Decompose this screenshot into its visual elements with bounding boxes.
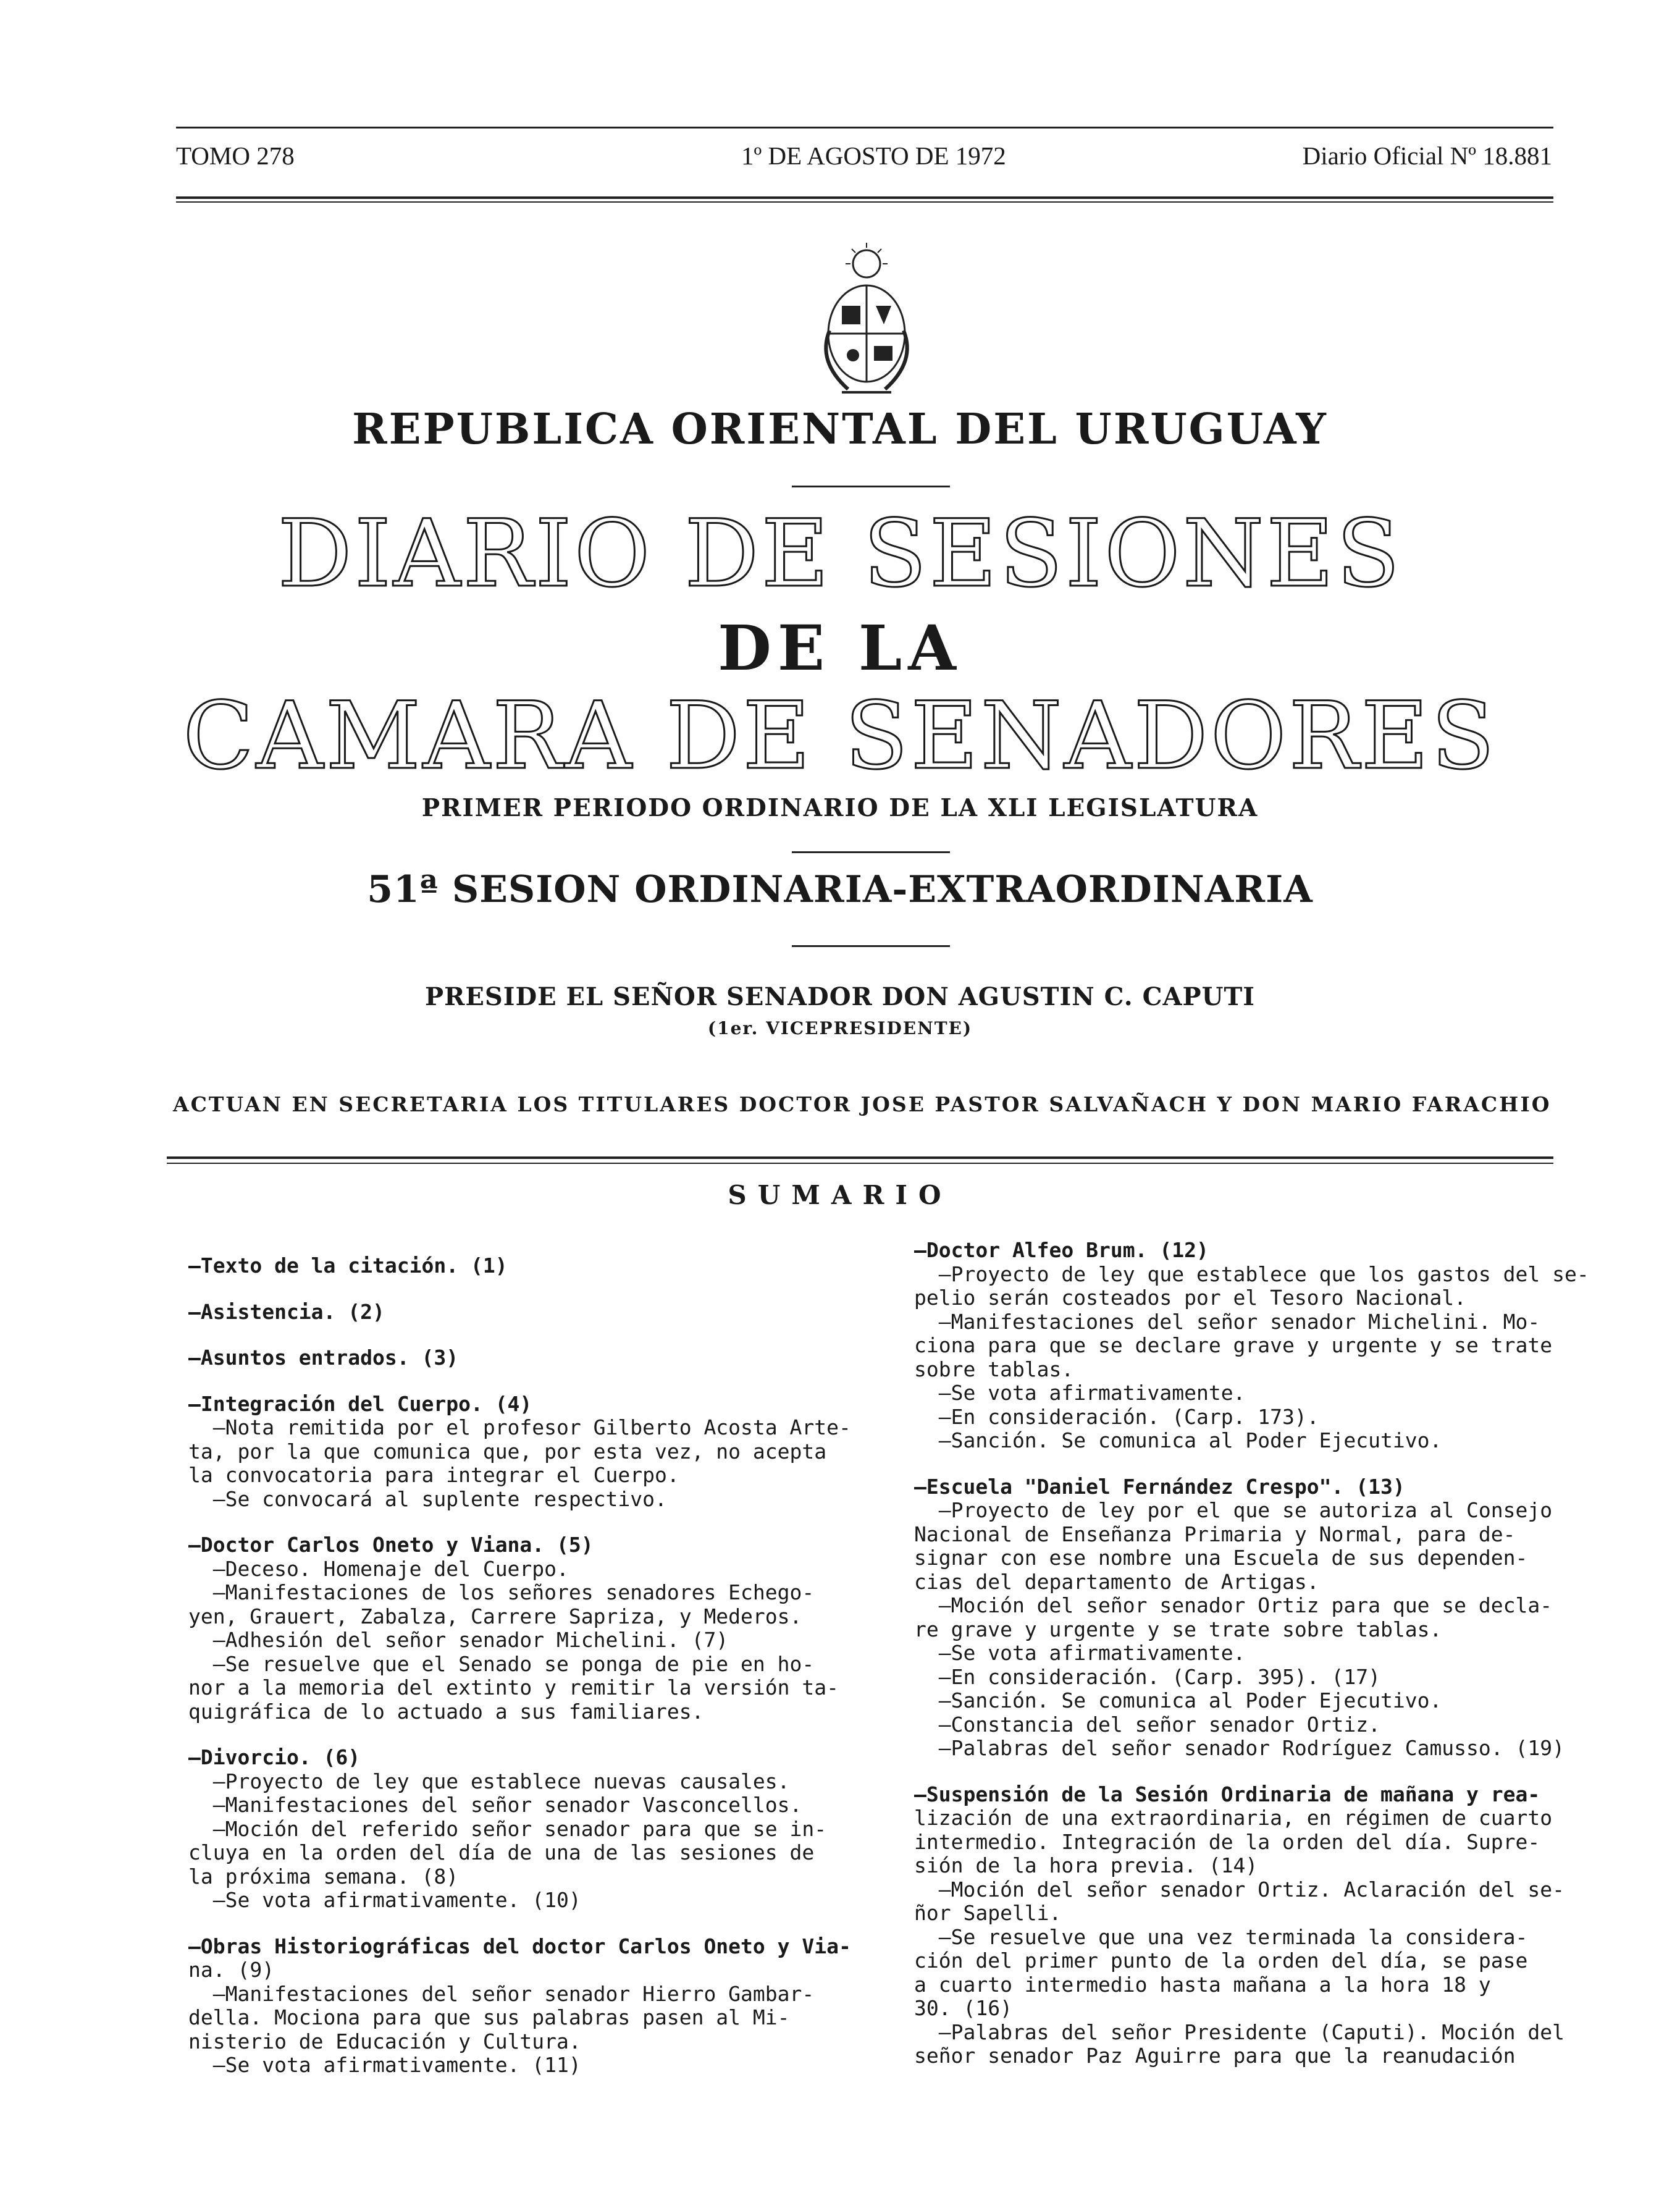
sumario-entry-line: —Se vota afirmativamente. (11) bbox=[188, 2053, 581, 2077]
sumario-entry-line: ción del primer punto de la orden del día, se pase bbox=[914, 1948, 1528, 1973]
sumario-entry-line: —Manifestaciones de los señores senadores Echego- bbox=[188, 1580, 815, 1604]
sumario-entry-line: 30. (16) bbox=[914, 1996, 1012, 2020]
sumario-entry-line: —Sanción. Se comunica al Poder Ejecutivo. bbox=[914, 1688, 1442, 1712]
top-rule bbox=[176, 127, 1553, 128]
coat-of-arms-icon bbox=[805, 238, 928, 398]
sumario-entry-line: lización de una extraordinaria, en régimen de cuarto bbox=[914, 1806, 1553, 1830]
sumario-entry-line: —Manifestaciones del señor senador Michelini. Mo- bbox=[914, 1309, 1540, 1334]
sumario-entry-line: signar con ese nombre una Escuela de sus dependen- bbox=[914, 1546, 1528, 1570]
period-divider bbox=[792, 851, 950, 853]
sumario-entry-line: nisterio de Educación y Cultura. bbox=[188, 2029, 581, 2053]
sumario-entry-line: —Palabras del señor senador Rodríguez Camusso. (19) bbox=[914, 1736, 1564, 1760]
sumario-entry-title: —Suspensión de la Sesión Ordinaria de mañana y rea- bbox=[914, 1782, 1540, 1806]
sumario-entry-line: —Proyecto de ley que establece que los gastos del se- bbox=[914, 1261, 1589, 1286]
sumario-right-column bbox=[914, 1238, 1589, 2091]
sumario-entry-line: —Adhesión del señor senador Michelini. (7) bbox=[188, 1628, 729, 1652]
sumario-entry-line: —Se convocará al suplente respectivo. bbox=[188, 1486, 667, 1511]
country-title: REPUBLICA ORIENTAL DEL URUGUAY bbox=[352, 405, 1328, 454]
sumario-entry bbox=[188, 1392, 880, 1512]
chamber-title: CAMARA DE SENADORES bbox=[183, 683, 1497, 790]
sumario-entry-line: —Se vota afirmativamente. bbox=[914, 1381, 1246, 1405]
sumario-entry bbox=[188, 1300, 880, 1325]
header-rule bbox=[176, 196, 1553, 199]
sumario-entry-line: la próxima semana. (8) bbox=[188, 1864, 459, 1889]
sumario-entry-line: —Manifestaciones del señor senador Hierro Gambar- bbox=[188, 1981, 815, 2006]
secretaries-line: ACTUAN EN SECRETARIA LOS TITULARES DOCTOR JOSE PASTOR SALVAÑACH Y DON MARIO FARACHIO bbox=[173, 1092, 1552, 1116]
sumario-entry-line: sobre tablas. bbox=[914, 1357, 1074, 1381]
sumario-entry bbox=[914, 1475, 1563, 1761]
header-rule-thin bbox=[176, 201, 1553, 203]
sumario-entry-line: —En consideración. (Carp. 395). (17) bbox=[914, 1664, 1380, 1689]
sumario-entry bbox=[188, 1254, 880, 1278]
sumario-entry bbox=[914, 1783, 1563, 2068]
sumario-entry-line: Nacional de Enseñanza Primaria y Normal, para de- bbox=[914, 1522, 1516, 1546]
sumario-entry-line: —Nota remitida por el profesor Gilberto Acosta Arte- bbox=[188, 1415, 851, 1439]
sumario-entry bbox=[188, 1533, 880, 1724]
sumario-entry-line: cias del departamento de Artigas. bbox=[914, 1569, 1319, 1594]
sumario-entry-line: —Se resuelve que el Senado se ponga de pie en ho- bbox=[188, 1651, 815, 1676]
sumario-entry-line: ciona para que se declare grave y urgente y se trate bbox=[914, 1333, 1553, 1357]
sumario-entry-line: ta, por la que comunica que, por esta vez, no acepta bbox=[188, 1439, 827, 1464]
sumario-entry-line: —Sanción. Se comunica al Poder Ejecutivo. bbox=[914, 1428, 1442, 1452]
legislative-period: PRIMER PERIODO ORDINARIO DE LA XLI LEGISLATURA bbox=[421, 794, 1259, 822]
sumario-entry-line: —Moción del referido señor senador para que se in- bbox=[188, 1816, 827, 1841]
sumario-entry-line: quigráfica de lo actuado a sus familiares. bbox=[188, 1699, 704, 1724]
issue-date: 1º DE AGOSTO DE 1972 bbox=[741, 141, 1006, 170]
sumario-entry-line: intermedio. Integración de la orden del día. Supre- bbox=[914, 1829, 1540, 1854]
sumario-entry-title: —Asistencia. (2) bbox=[188, 1299, 385, 1324]
sumario-entry-line: —Se vota afirmativamente. bbox=[914, 1641, 1246, 1665]
sumario-entry bbox=[188, 1346, 880, 1370]
sumario-entry-line: —Moción del señor senador Ortiz para que se decla- bbox=[914, 1593, 1553, 1617]
sumario-entry-line: pelio serán costeados por el Tesoro Nacional. bbox=[914, 1286, 1467, 1310]
sumario-entry-line: —Proyecto de ley que establece nuevas causales. bbox=[188, 1769, 790, 1793]
sumario-entry bbox=[188, 1746, 880, 1913]
sumario-entry-line: re grave y urgente y se trate sobre tablas. bbox=[914, 1617, 1442, 1641]
sumario-entry-line: —Se vota afirmativamente. (10) bbox=[188, 1888, 581, 1912]
sumario-entry-line: della. Mociona para que sus palabras pasen al Mi- bbox=[188, 2005, 790, 2029]
sumario-entry-line: ñor Sapelli. bbox=[914, 1901, 1062, 1925]
sumario-entry-title: —Doctor Alfeo Brum. (12) bbox=[914, 1238, 1209, 1262]
sumario-entry-line: —Proyecto de ley por el que se autoriza al Consejo bbox=[914, 1498, 1553, 1522]
sumario-entry-line: —Constancia del señor senador Ortiz. bbox=[914, 1712, 1380, 1737]
sumario-entry-line: —Se resuelve que una vez terminada la considera- bbox=[914, 1924, 1528, 1949]
diario-oficial-number: Diario Oficial Nº 18.881 bbox=[1302, 141, 1552, 170]
sumario-entry-line: —Moción del señor senador Ortiz. Aclaración del se- bbox=[914, 1877, 1564, 1902]
sumario-entry bbox=[914, 1238, 1589, 1453]
publication-subtitle: DE LA bbox=[718, 612, 962, 684]
secretaries-rule bbox=[167, 1156, 1553, 1159]
secretaries-rule-thin bbox=[167, 1163, 1553, 1164]
session-title: 51ª SESION ORDINARIA-EXTRAORDINARIA bbox=[367, 868, 1313, 911]
tomo-number: TOMO 278 bbox=[176, 141, 295, 170]
sumario-entry-title: —Escuela "Daniel Fernández Crespo". (13) bbox=[914, 1474, 1405, 1499]
sumario-entry-line: yen, Grauert, Zabalza, Carrere Sapriza, y Mederos. bbox=[188, 1604, 802, 1628]
sumario-entry-title: —Obras Historiográficas del doctor Carlos Oneto y Via- bbox=[188, 1934, 851, 1958]
sumario-entry-line: a cuarto intermedio hasta mañana a la hora 18 y bbox=[914, 1972, 1491, 1997]
publication-title: DIARIO DE SESIONES bbox=[277, 500, 1403, 608]
sumario-left-column bbox=[188, 1254, 880, 2100]
sumario-entry-title: —Integración del Cuerpo. (4) bbox=[188, 1391, 532, 1416]
sumario-entry-line: señor senador Paz Aguirre para que la reanudación bbox=[914, 2044, 1516, 2068]
session-divider bbox=[792, 945, 950, 947]
vicepresident-note: (1er. VICEPRESIDENTE) bbox=[707, 1018, 973, 1038]
sumario-entry-line: la convocatoria para integrar el Cuerpo. bbox=[188, 1463, 679, 1487]
sumario-entry-line: sión de la hora previa. (14) bbox=[914, 1853, 1258, 1877]
sumario-entry-line: —Manifestaciones del señor senador Vasconcellos. bbox=[188, 1793, 802, 1817]
sumario-entry-line: —Palabras del señor Presidente (Caputi). Moción del bbox=[914, 2019, 1564, 2044]
sumario-entry-line: cluya en la orden del día de una de las sesiones de bbox=[188, 1840, 815, 1864]
sumario-entry-title: —Doctor Carlos Oneto y Viana. (5) bbox=[188, 1533, 594, 1557]
sumario-entry bbox=[188, 1935, 880, 2078]
sumario-entry-title: —Asuntos entrados. (3) bbox=[188, 1346, 459, 1370]
sumario-entry-line: —Deceso. Homenaje del Cuerpo. bbox=[188, 1556, 569, 1581]
sumario-heading: SUMARIO bbox=[728, 1180, 952, 1210]
sumario-entry-line: —En consideración. (Carp. 173). bbox=[914, 1404, 1319, 1429]
presiding-senator: PRESIDE EL SEÑOR SENADOR DON AGUSTIN C. CAPUTI bbox=[425, 982, 1255, 1011]
sumario-entry-title: —Divorcio. (6) bbox=[188, 1745, 361, 1769]
sumario-entry-line: na. (9) bbox=[188, 1958, 275, 1982]
sumario-entry-line: nor a la memoria del extinto y remitir la versión ta- bbox=[188, 1675, 839, 1699]
sumario-entry-title: —Texto de la citación. (1) bbox=[188, 1253, 508, 1278]
title-divider bbox=[792, 486, 950, 487]
